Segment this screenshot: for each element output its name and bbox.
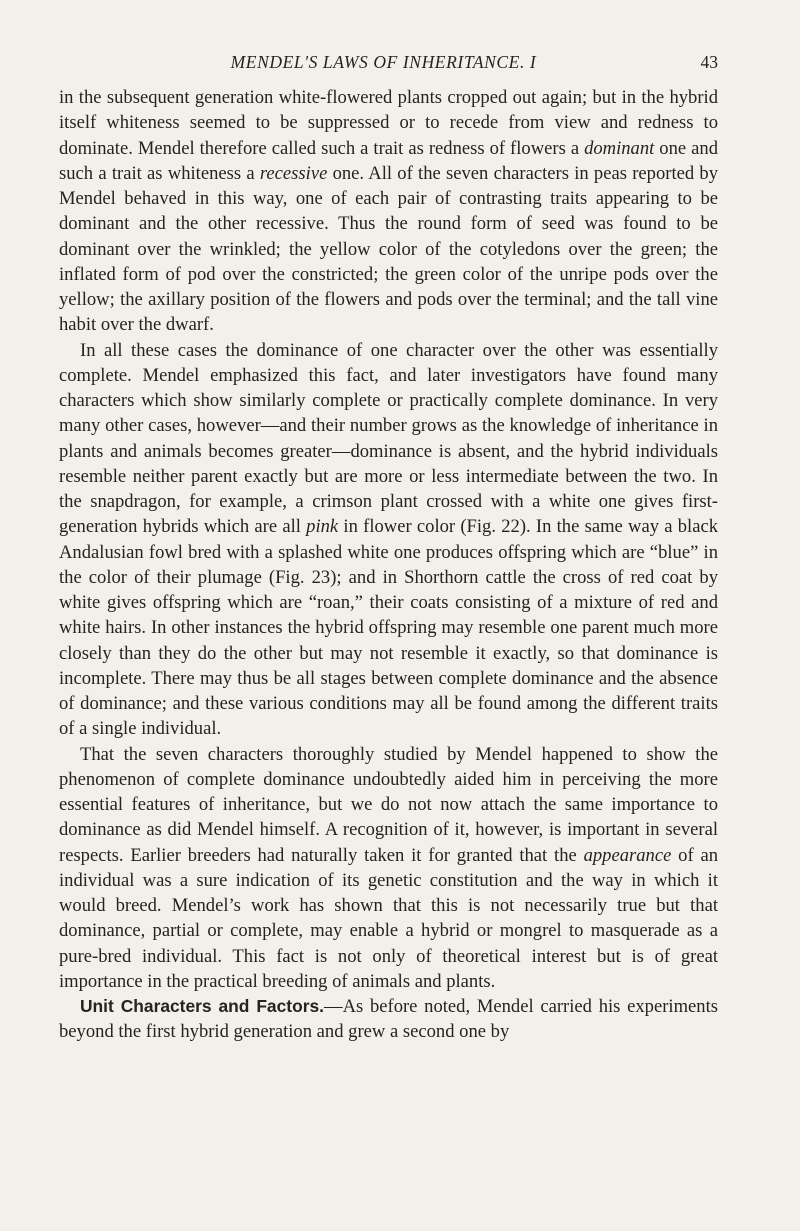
- running-title: MENDEL'S LAWS OF INHERITANCE. I: [230, 52, 537, 72]
- term-appearance: appearance: [583, 844, 672, 866]
- text-run: —As before noted, Mendel carried his experiments beyond the first hybrid generation and grew a second one by: [59, 996, 718, 1043]
- term-recessive: recessive: [259, 162, 328, 184]
- text-run: one and such a trait as whiteness a: [59, 137, 718, 184]
- term-pink: pink: [306, 516, 339, 538]
- text-run: of an individual was a sure indication of its genetic constitution and the way in which it would breed. Mendel’s work has shown that this is not necessarily true but that dominance, partial or complete, may enable a hybrid or mongrel to masquerade as a pure-bred individual. This fact is not only of theoretical interest but is of great importance in the practical breeding of animals and plants.: [59, 844, 719, 992]
- text-run: one. All of the seven characters in peas reported by Mendel behaved in this way, one of each pair of contrasting traits appearing to be dominant and the other recessive. Thus the round form of seed was found to be dominant over the wrinkled; the yellow color of the cotyledons over the green; the inflated form of pod over the constricted; the green color of the unripe pods over the yellow; the axillary position of the flowers and pods over the terminal; and the tall vine habit over the dwarf.: [59, 162, 719, 336]
- paragraph-unit-characters: [59, 994, 718, 1045]
- paragraph-dominance: [59, 338, 718, 742]
- term-dominant: dominant: [584, 137, 655, 159]
- page-number: 43: [700, 52, 718, 72]
- body-text: [59, 85, 718, 1045]
- text-run: in the subsequent generation white-flowered plants cropped out again; but in the hybrid itself whiteness seemed to be suppressed or to recede from view and redness to dominate. Mendel therefore called such a trait as redness of flowers a: [59, 87, 718, 159]
- paragraph-continuation: [59, 85, 718, 338]
- text-run: in flower color (Fig. 22). In the same way a black Andalusian fowl bred with a splashed white one produces offspring which are “blue” in the color of their plumage (Fig. 23); and in Shorthorn cattle the cross of red coat by white gives offspring which are “roan,” their coats consisting of a mixture of red and white hairs. In other instances the hybrid offspring may resemble one parent much more closely than they do the other but may not resemble it exactly, so that dominance is incomplete. There may thus be all stages between complete dominance and the absence of dominance; and these various conditions may all be found among the different traits of a single individual.: [59, 516, 718, 740]
- running-header: [59, 52, 718, 82]
- text-run: In all these cases the dominance of one character over the other was essentially complete. Mendel emphasized this fact, and later investigators have found many characters which show similarly complete or practically complete dominance. In very many other cases, however—and their number grows as the knowledge of inheritance in plants and animals becomes greater—dominance is absent, and the hybrid individuals resemble neither parent exactly but are more or less intermediate between the two. In the snapdragon, for example, a crimson plant crossed with a white one gives first-generation hybrids which are all: [59, 339, 718, 538]
- text-run: That the seven characters thoroughly studied by Mendel happened to show the phenomenon of complete dominance undoubtedly aided him in perceiving the more essential features of inheritance, but we do not now attach the same importance to dominance as did Mendel himself. A recognition of it, however, is important in several respects. Earlier breeders had naturally taken it for granted that the: [59, 743, 718, 866]
- section-heading: Unit Characters and Factors.: [80, 996, 324, 1016]
- paragraph-seven-characters: [59, 742, 718, 995]
